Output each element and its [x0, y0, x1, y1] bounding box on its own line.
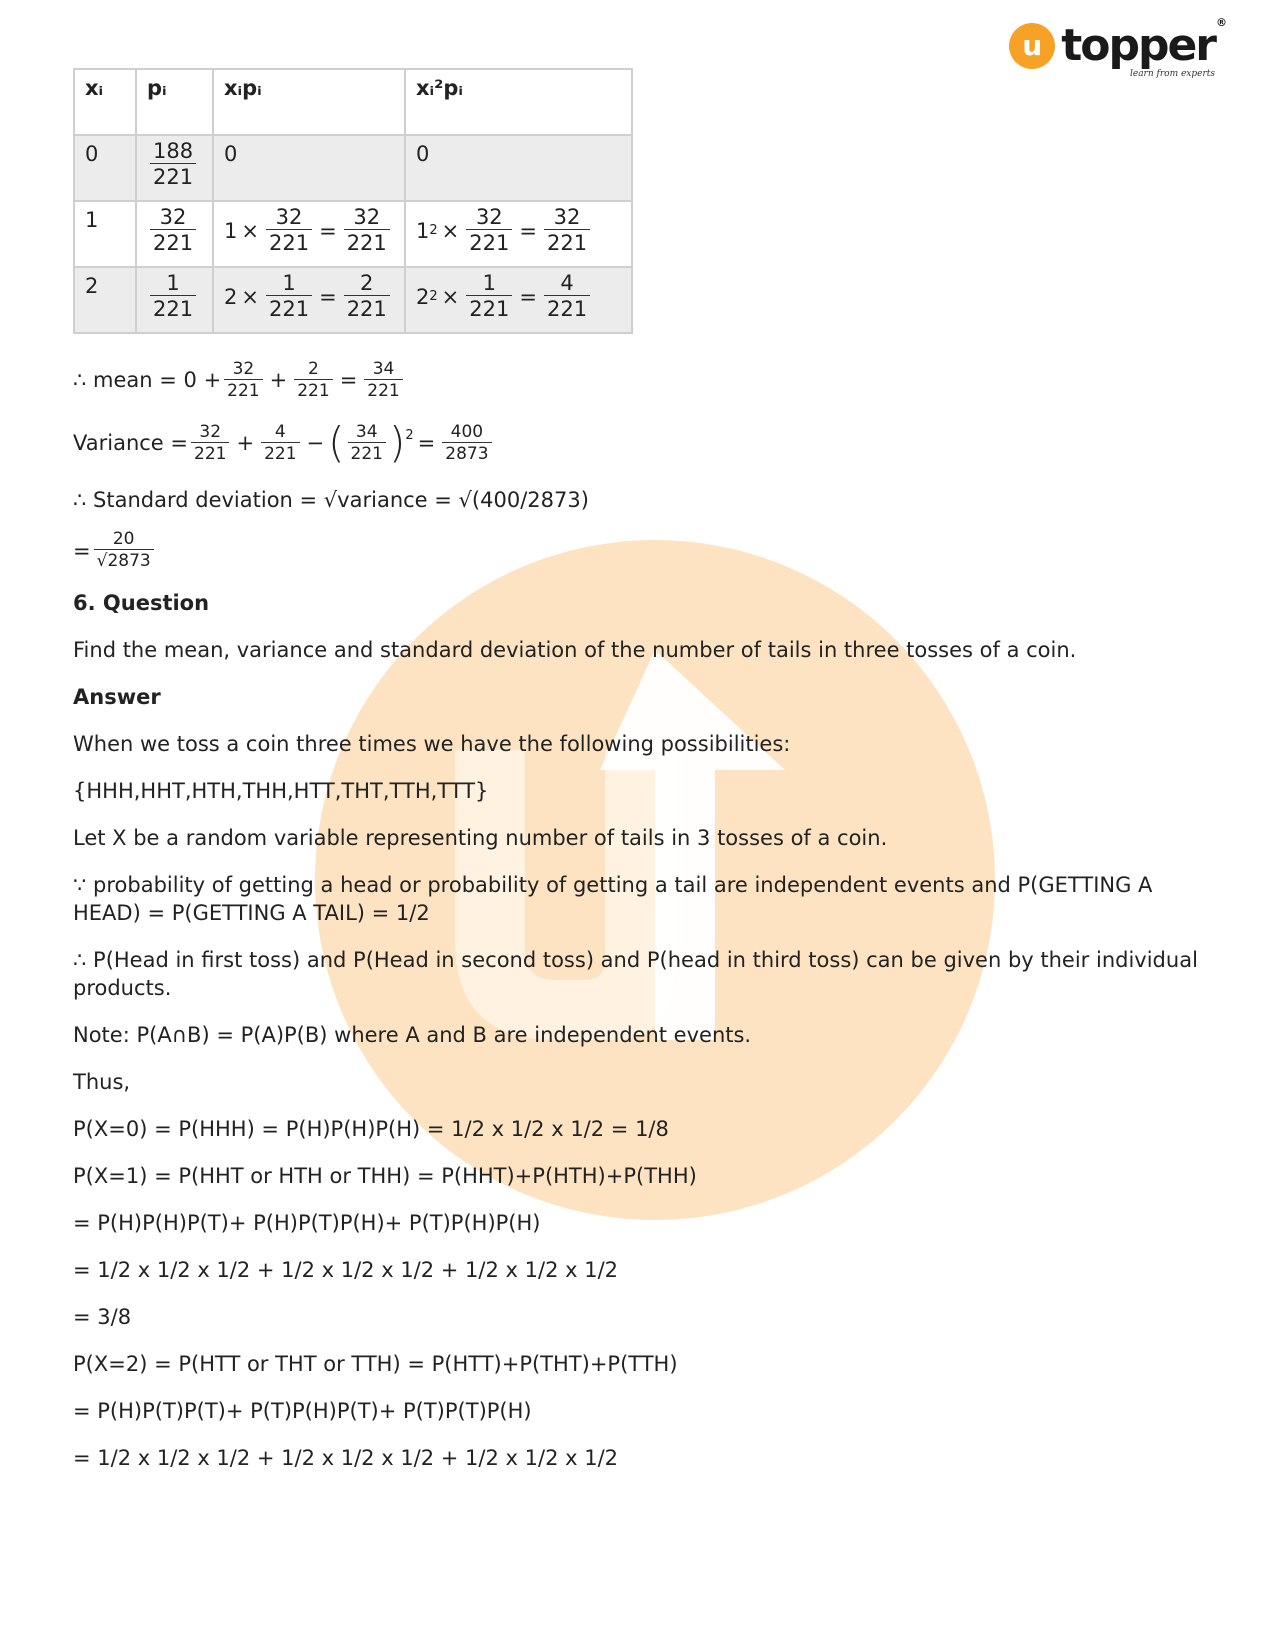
fraction: $\frac{32}{221}$ [344, 206, 390, 255]
product-expression: 1 2 × $\frac{32}{221}$ = $\frac{32}{221}$ [416, 206, 621, 255]
solution-line: Thus, [73, 1069, 131, 1094]
cell-p [136, 135, 213, 201]
standard-deviation-line: ∴ Standard deviation = √variance = √(400/2873) [73, 488, 589, 513]
fraction: $\frac{1}{221}$ [150, 272, 196, 321]
question-text: Find the mean, variance and standard deviation of the number of tails in three tosses of a coin. [73, 637, 1077, 662]
cell-xp: 0 [213, 135, 405, 201]
product-expression: 1 × $\frac{32}{221}$ = $\frac{32}{221}$ [224, 206, 394, 255]
fraction: $\frac{4}{221}$ [544, 272, 590, 321]
fraction: $\frac{4}{221}$ [261, 423, 299, 463]
header-xi2pi: xᵢ²pᵢ [405, 69, 632, 135]
standard-deviation-result: = $\frac{20}{√2873}$ [73, 530, 1213, 570]
answer-title: Answer [73, 684, 161, 709]
fraction: $\frac{32}{221}$ [191, 423, 229, 463]
table-row [74, 267, 632, 333]
fraction: $\frac{1}{221}$ [266, 272, 312, 321]
cell-x: 1 [74, 201, 136, 267]
registered-mark: ® [1216, 16, 1227, 29]
fraction: $\frac{32}{221}$ [150, 206, 196, 255]
solution-line: = 1/2 x 1/2 x 1/2 + 1/2 x 1/2 x 1/2 + 1/2 x 1/2 x 1/2 [73, 1445, 619, 1470]
solution-line: {HHH,HHT,HTH,THH,HTT,THT,TTH,TTT} [73, 778, 489, 803]
cell-x: 0 [74, 135, 136, 201]
header-xipi: xᵢpᵢ [213, 69, 405, 135]
logo-tagline: learn from experts [1129, 69, 1215, 79]
solution-line: P(X=1) = P(HHT or HTH or THH) = P(HHT)+P(HTH)+P(THH) [73, 1163, 697, 1188]
solution-line: P(X=0) = P(HHH) = P(H)P(H)P(H) = 1/2 x 1/2 x 1/2 = 1/8 [73, 1116, 669, 1141]
cell-p [136, 267, 213, 333]
cell-p [136, 201, 213, 267]
solution-line: = P(H)P(T)P(T)+ P(T)P(H)P(T)+ P(T)P(T)P(H) [73, 1398, 532, 1423]
fraction: $\frac{2}{221}$ [294, 360, 332, 400]
fraction: $\frac{34}{221}$ [348, 423, 386, 463]
solution-line: ∴ P(Head in first toss) and P(Head in second toss) and P(head in third toss) can be given by their individual products. [73, 947, 1198, 1000]
cell-xp [213, 201, 405, 267]
solution-line: Let X be a random variable representing number of tails in 3 tosses of a coin. [73, 825, 888, 850]
solution-line: = 3/8 [73, 1304, 132, 1329]
cell-x2p: 0 [405, 135, 632, 201]
fraction: $\frac{2}{221}$ [344, 272, 390, 321]
table-header-row [74, 69, 632, 135]
solution-line: = 1/2 x 1/2 x 1/2 + 1/2 x 1/2 x 1/2 + 1/2 x 1/2 x 1/2 [73, 1257, 619, 1282]
fraction: $\frac{32}{221}$ [466, 206, 512, 255]
probability-table [73, 68, 633, 334]
cell-x2p [405, 201, 632, 267]
fraction: $\frac{34}{221}$ [364, 360, 402, 400]
table-row [74, 201, 632, 267]
page-content [73, 68, 1213, 1472]
fraction: $\frac{32}{221}$ [544, 206, 590, 255]
fraction: $\frac{400}{2873}$ [442, 423, 491, 463]
logo-wordmark: topper ® learn from experts [1061, 16, 1227, 79]
brand-logo [1009, 16, 1227, 79]
header-pi: pᵢ [136, 69, 213, 135]
solution-line: When we toss a coin three times we have the following possibilities: [73, 731, 791, 756]
fraction: $\frac{188}{221}$ [150, 140, 196, 189]
cell-xp [213, 267, 405, 333]
solution-line: Note: P(A∩B) = P(A)P(B) where A and B are independent events. [73, 1022, 752, 1047]
solution-line: ∵ probability of getting a head or probability of getting a tail are independent events and P(GETTING A HEAD) = P(GETTING A TAIL) = 1/2 [73, 872, 1153, 925]
product-expression: 2 × $\frac{1}{221}$ = $\frac{2}{221}$ [224, 272, 394, 321]
fraction: $\frac{32}{221}$ [266, 206, 312, 255]
fraction: $\frac{20}{√2873}$ [94, 530, 154, 570]
logo-u-icon: u [1009, 23, 1055, 69]
product-expression: 2 2 × $\frac{1}{221}$ = $\frac{4}{221}$ [416, 272, 621, 321]
fraction: $\frac{32}{221}$ [224, 360, 262, 400]
fraction: $\frac{1}{221}$ [466, 272, 512, 321]
table-row [74, 135, 632, 201]
solution-line: P(X=2) = P(HTT or THT or TTH) = P(HTT)+P(THT)+P(TTH) [73, 1351, 678, 1376]
solution-line: = P(H)P(H)P(T)+ P(H)P(T)P(H)+ P(T)P(H)P(H) [73, 1210, 541, 1235]
header-xi: xᵢ [74, 69, 136, 135]
variance-equation: Variance = $\frac{32}{221}$ + $\frac{4}{221}$ − ( $\frac{34}{221}$ ) $^2$ = $\frac{400}{2873}$ [73, 422, 1213, 464]
question-title: 6. Question [73, 590, 210, 615]
cell-x: 2 [74, 267, 136, 333]
cell-x2p [405, 267, 632, 333]
mean-equation: ∴ mean = 0 + $\frac{32}{221}$ + $\frac{2}{221}$ = $\frac{34}{221}$ [73, 360, 1213, 400]
